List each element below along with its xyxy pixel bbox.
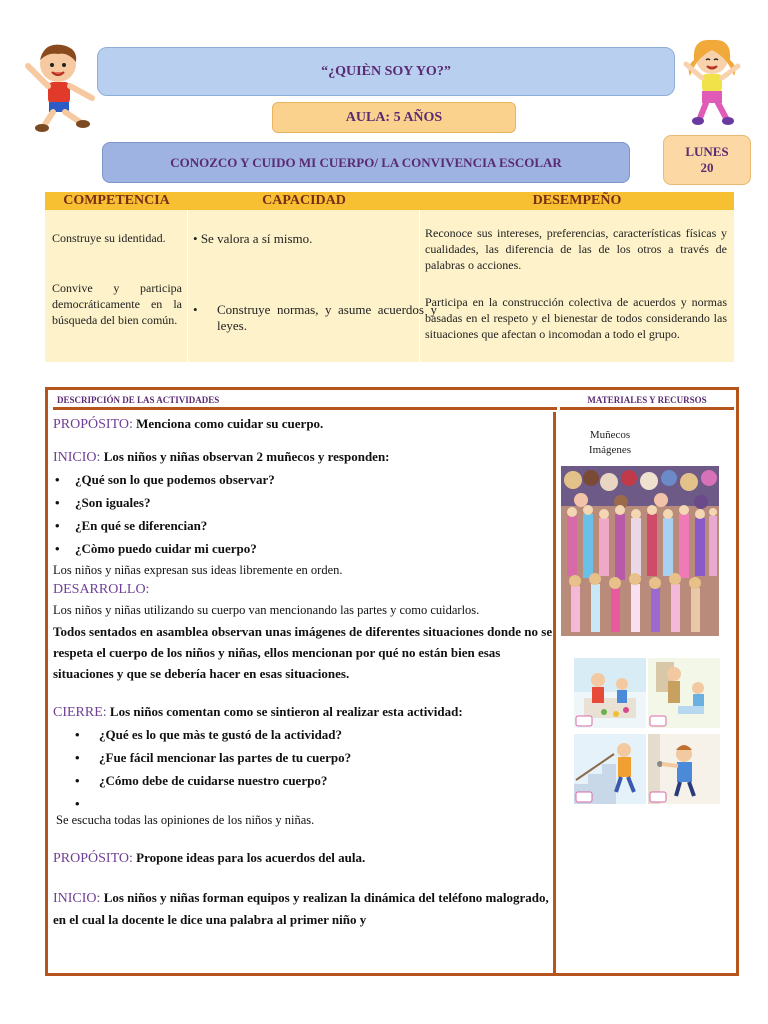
capacidad-1-text: Se valora a sí mismo. bbox=[200, 231, 313, 246]
header-competencia: COMPETENCIA bbox=[45, 192, 188, 210]
header-desempeno: DESEMPEÑO bbox=[420, 192, 734, 210]
day-name: LUNES bbox=[685, 144, 729, 159]
aula-badge: AULA: 5 AÑOS bbox=[272, 102, 516, 133]
list-item: • ¿Còmo puedo cuidar mi cuerpo? bbox=[53, 537, 553, 560]
bullet: • bbox=[193, 302, 198, 317]
cierre bbox=[53, 702, 553, 723]
situation-image-1 bbox=[574, 658, 646, 728]
day-badge bbox=[663, 135, 751, 185]
divider bbox=[187, 210, 188, 362]
dolls-photo bbox=[561, 466, 719, 636]
desarrollo-2: Todos sentados en asamblea observan unas imágenes de diferentes situaciones donde no se respeta el cuerpo de los niños y niñas, ellos mencionan por qué no están bien esas situaciones y que se debería hacer en esas situaciones. bbox=[53, 624, 553, 681]
situation-image-3 bbox=[574, 734, 646, 804]
competencias-table bbox=[45, 192, 734, 362]
capacidad-1: • Se valora a sí mismo. bbox=[193, 231, 313, 246]
materials-list bbox=[540, 428, 680, 458]
inicio-2-text: Los niños y niñas forman equipos y realizan la dinámica del teléfono malogrado, en el cual la docente le dice una palabra al primer niño y bbox=[53, 890, 549, 927]
competencia-2: Convive y participa democráticamente en la búsqueda del bien común. bbox=[52, 281, 182, 327]
inicio-2 bbox=[53, 887, 553, 930]
girl-illustration bbox=[680, 36, 744, 126]
competencia-1: Construye su identidad. bbox=[52, 231, 166, 245]
page-title: “¿QUIÈN SOY YO?” bbox=[97, 47, 675, 96]
desarrollo-label: DESARROLLO: bbox=[53, 582, 150, 597]
desempeno-2: Participa en la construcción colectiva de acuerdos y normas basadas en el respeto y el bienestar de todos considerando las situaciones que afectan o incomodan a todo el grupo. bbox=[425, 295, 727, 341]
inicio-2-label: INICIO: bbox=[53, 891, 101, 906]
desempeno-1: Reconoce sus intereses, preferencias, características físicas y cualidades, las diferencia de las de los otros a través de palabras o acciones. bbox=[425, 226, 727, 272]
list-item: • ¿Fue fácil mencionar las partes de tu cuerpo? bbox=[53, 746, 553, 769]
proposito-1-text: Menciona como cuidar su cuerpo. bbox=[136, 416, 324, 431]
situation-image-4 bbox=[648, 734, 720, 804]
proposito-2-text: Propone ideas para los acuerdos del aula. bbox=[136, 850, 366, 865]
capacidad-2 bbox=[193, 302, 437, 334]
proposito-2-label: PROPÓSITO: bbox=[53, 851, 133, 866]
cierre-after: Se escucha todas las opiniones de los niños y niñas. bbox=[56, 813, 315, 827]
inicio-1-after: Los niños y niñas expresan sus ideas libremente en orden. bbox=[53, 563, 343, 577]
inicio-1-text: Los niños y niñas observan 2 muñecos y responden: bbox=[103, 449, 390, 464]
cierre-label: CIERRE: bbox=[53, 705, 107, 720]
proposito-2 bbox=[53, 848, 553, 869]
list-item: • ¿En qué se diferencian? bbox=[53, 514, 553, 537]
inicio-1 bbox=[53, 447, 553, 468]
list-item: • ¿Qué son lo que podemos observar? bbox=[53, 468, 553, 491]
situation-image-2 bbox=[648, 658, 720, 728]
divider bbox=[419, 210, 420, 362]
activities-description bbox=[53, 412, 556, 974]
header-capacidad: CAPACIDAD bbox=[188, 192, 420, 210]
material-item: Muñecos bbox=[589, 429, 631, 441]
desarrollo-1: Los niños y niñas utilizando su cuerpo van mencionando las partes y como cuidarlos. bbox=[53, 603, 480, 617]
boy-illustration bbox=[22, 40, 98, 132]
description-header: DESCRIPCIÓN DE LAS ACTIVIDADES bbox=[53, 392, 557, 410]
list-item: • ¿Cómo debe de cuidarse nuestro cuerpo? bbox=[53, 769, 553, 792]
cierre-questions bbox=[53, 723, 553, 810]
day-number: 20 bbox=[700, 160, 714, 175]
materials-header: MATERIALES Y RECURSOS bbox=[560, 392, 734, 410]
inicio-questions bbox=[53, 468, 553, 560]
inicio-label: INICIO: bbox=[53, 450, 101, 465]
list-item: • ¿Qué es lo que màs te gustó de la actividad? bbox=[53, 723, 553, 746]
cierre-text: Los niños comentan como se sintieron al realizar esta actividad: bbox=[109, 704, 463, 719]
subject-banner: CONOZCO Y CUIDO MI CUERPO/ LA CONVIVENCIA ESCOLAR bbox=[102, 142, 630, 183]
material-item: Imágenes bbox=[588, 444, 632, 456]
list-item: • ¿Son iguales? bbox=[53, 491, 553, 514]
list-item bbox=[53, 792, 553, 810]
capacidad-2-text: Construye normas, y asume acuerdos y leyes. bbox=[217, 302, 437, 333]
proposito-1 bbox=[53, 414, 553, 435]
proposito-label: PROPÓSITO: bbox=[53, 417, 133, 432]
